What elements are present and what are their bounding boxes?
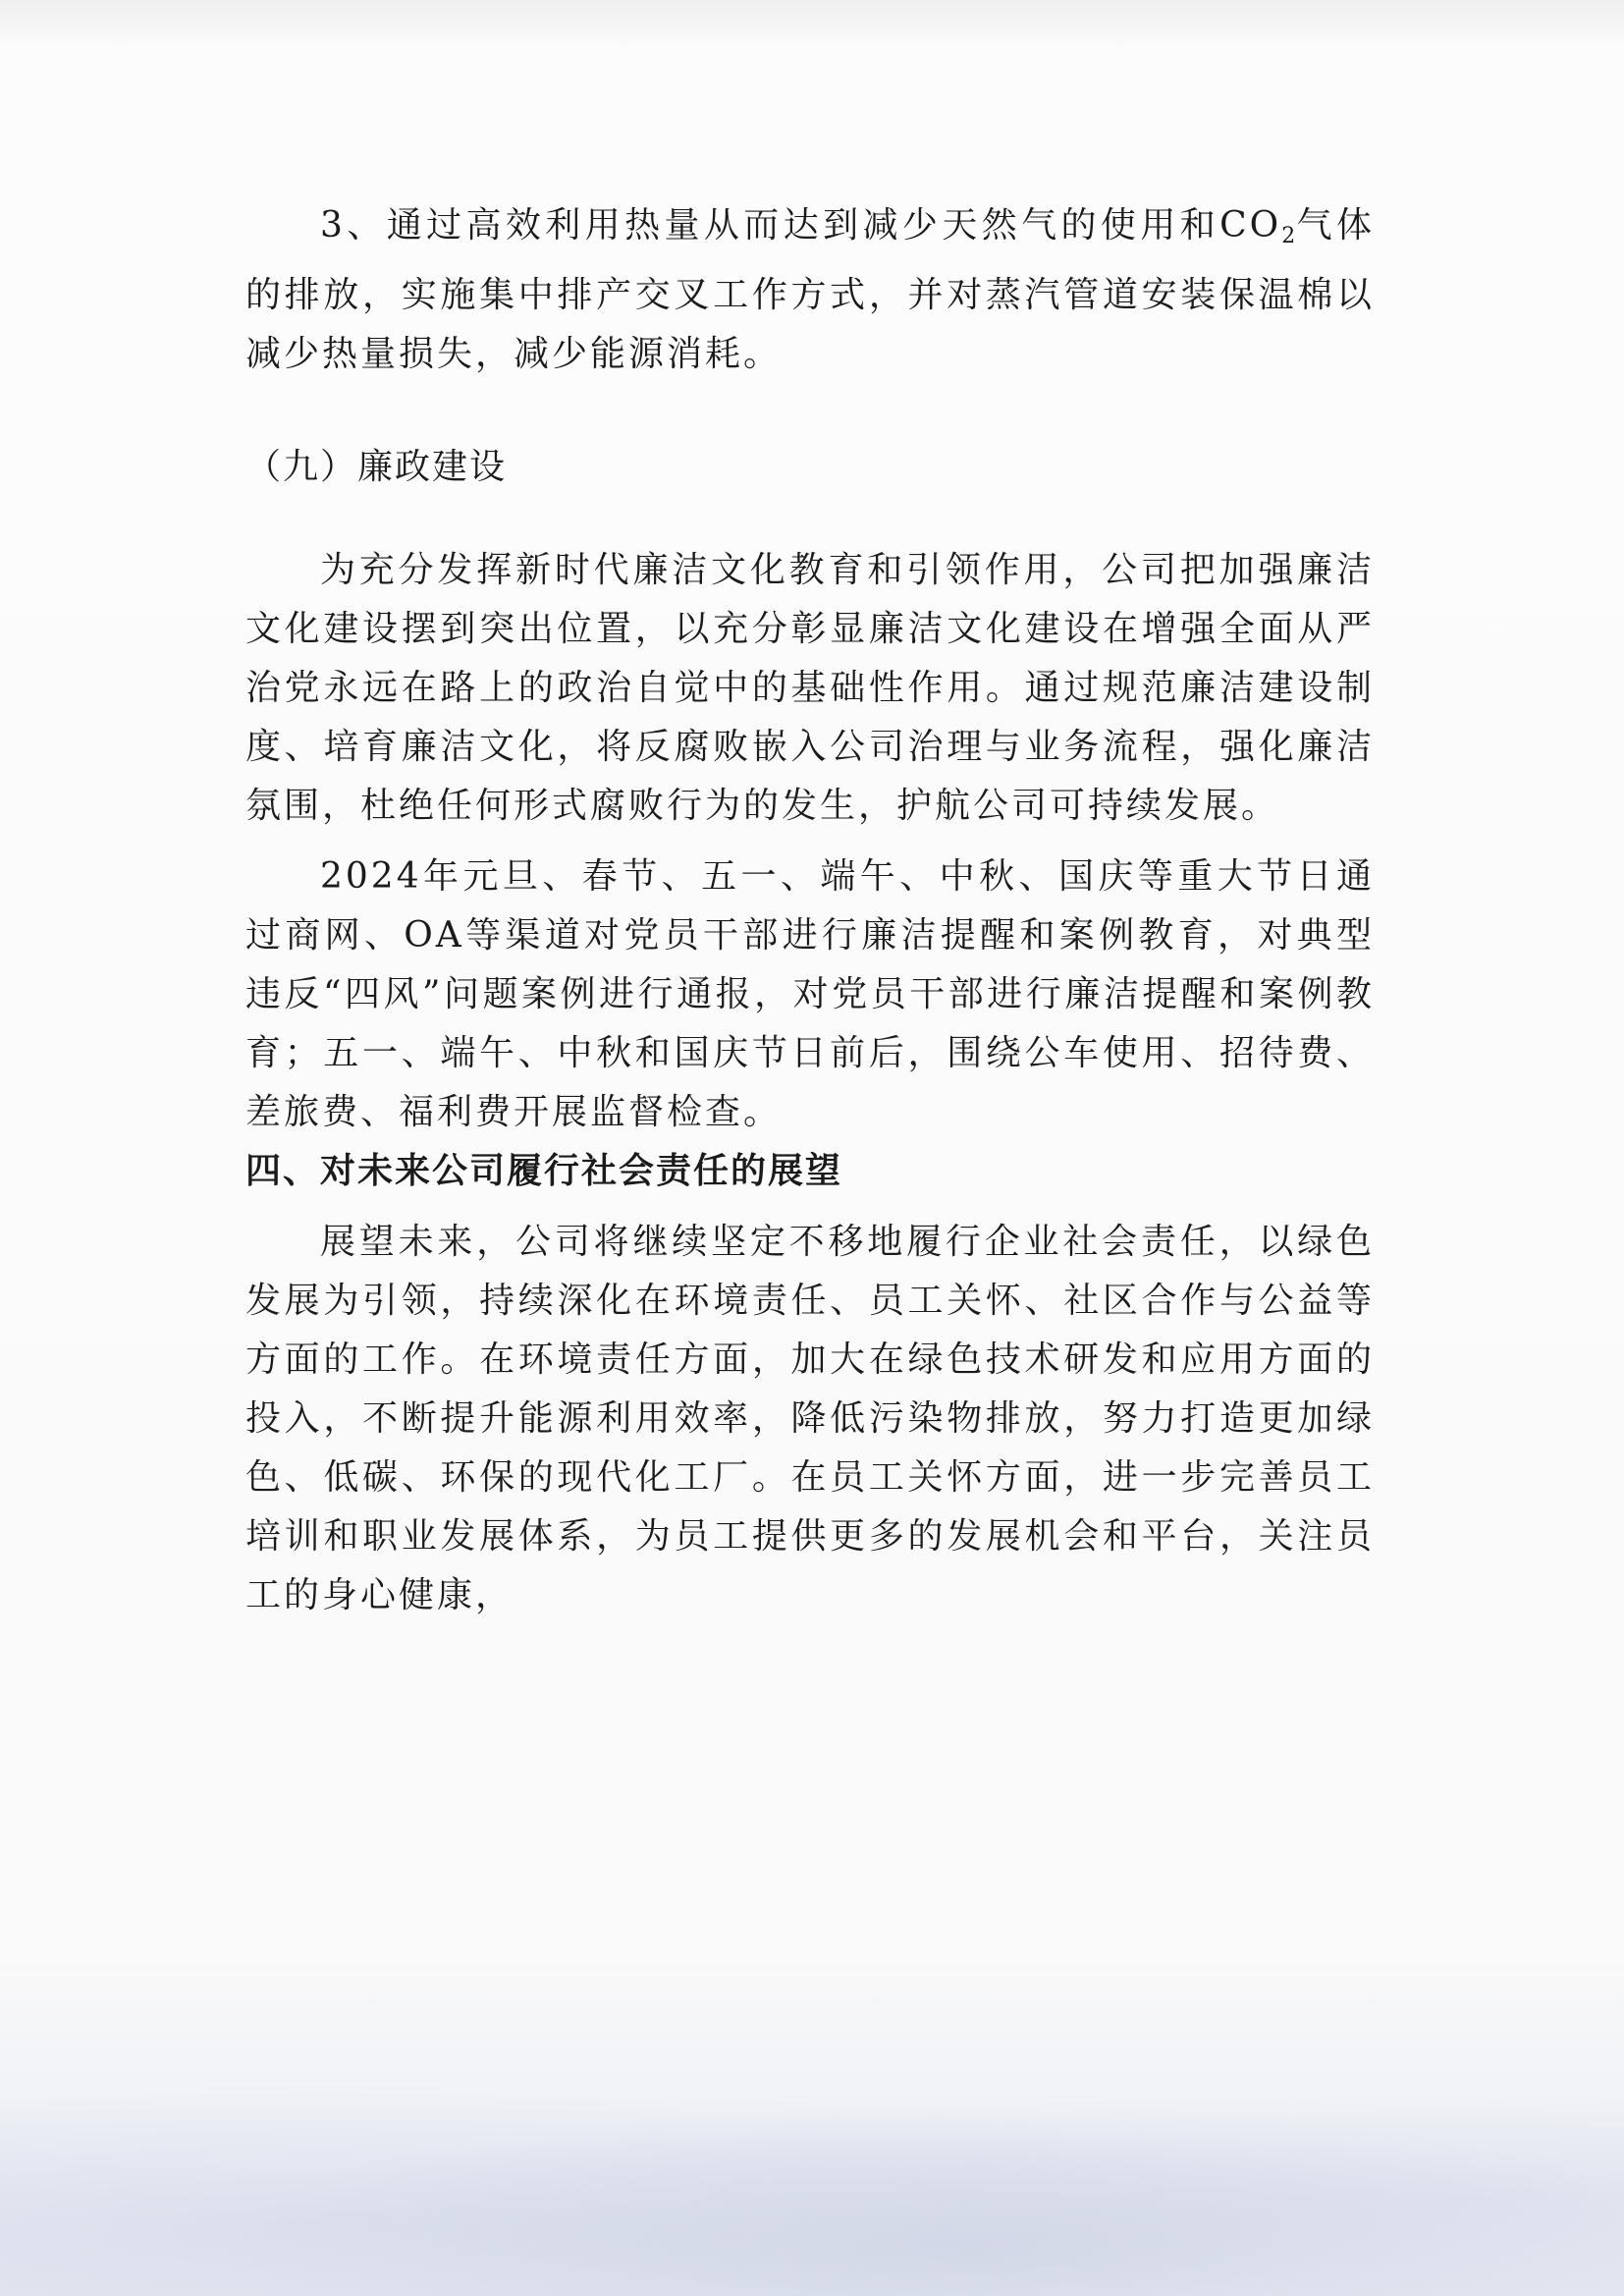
item-3-text-start: 3、通过高效利用热量从而达到减少天然气的使用和CO: [320, 205, 1282, 246]
spacer: [245, 1201, 1375, 1213]
document-body: [245, 196, 1375, 1625]
item-3-paragraph: [245, 196, 1375, 384]
section-9-heading: （九）廉政建设: [245, 447, 508, 487]
section-4-heading: 四、对未来公司履行社会责任的展望: [245, 1151, 843, 1191]
scan-shadow-top: [0, 0, 1624, 49]
spacer: [245, 497, 1375, 541]
spacer: [245, 384, 1375, 438]
scan-shadow-bottom: [0, 2060, 1624, 2296]
item-3-text-end: 气体的排放，实施集中排产交叉工作方式，并对蒸汽管道安装保温棉以减少热量损失，减少能源消耗。: [245, 205, 1375, 374]
section-4-paragraph-1: 展望未来，公司将继续坚定不移地履行企业社会责任，以绿色发展为引领，持续深化在环境责任、员工关怀、社区合作与公益等方面的工作。在环境责任方面，加大在绿色技术研发和应用方面的投入，不断提升能源利用效率，降低污染物排放，努力打造更加绿色、低碳、环保的现代化工厂。在员工关怀方面，进一步完善员工培训和职业发展体系，为员工提供更多的发展机会和平台，关注员工的身心健康，: [245, 1222, 1375, 1615]
section-9-paragraph-2: 2024年元旦、春节、五一、端午、中秋、国庆等重大节日通过商网、OA等渠道对党员干部进行廉洁提醒和案例教育，对典型违反“四风”问题案例进行通报，对党员干部进行廉洁提醒和案例教育；五一、端午、中秋和国庆节日前后，围绕公车使用、招待费、差旅费、福利费开展监督检查。: [245, 856, 1375, 1132]
co2-subscript: 2: [1281, 224, 1296, 248]
spacer: [245, 836, 1375, 847]
section-9-paragraph-1: 为充分发挥新时代廉洁文化教育和引领作用，公司把加强廉洁文化建设摆到突出位置，以充分彰显廉洁文化建设在增强全面从严治党永远在路上的政治自觉中的基础性作用。通过规范廉洁建设制度、培育廉洁文化，将反腐败嵌入公司治理与业务流程，强化廉洁氛围，杜绝任何形式腐败行为的发生，护航公司可持续发展。: [245, 550, 1375, 826]
